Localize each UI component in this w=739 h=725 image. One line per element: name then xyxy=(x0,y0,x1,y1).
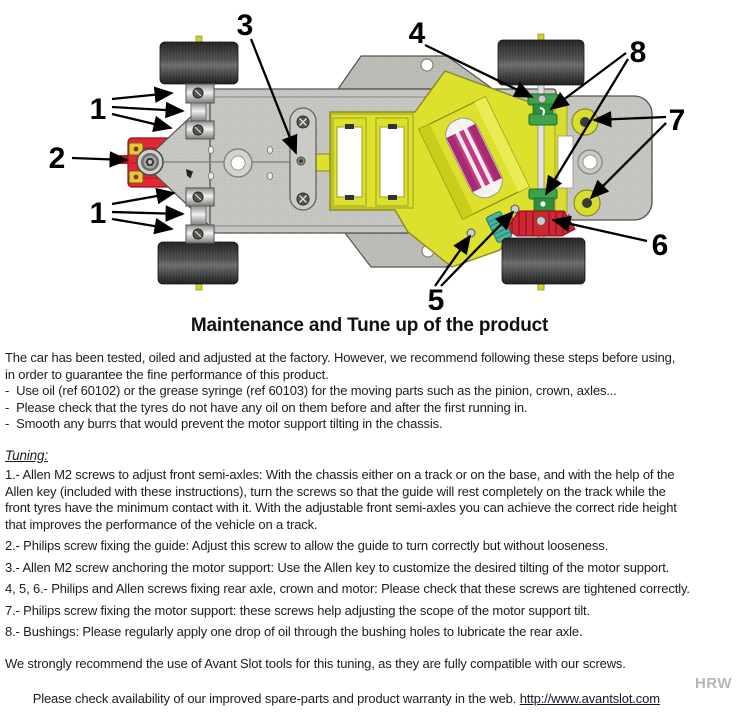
intro-bullet: - Smooth any burrs that would prevent the motor support tilting in the chassis. xyxy=(5,416,443,431)
callout-1-top: 1 xyxy=(89,93,107,126)
page-title: Maintenance and Tune up of the product xyxy=(190,315,549,336)
tuning-item-line: 2.- Philips screw fixing the guide: Adjust this screw to allow the guide to turn correctly but without looseness. xyxy=(5,538,609,553)
intro-line: in order to guarantee the fine performance of this product. xyxy=(5,366,329,382)
callout-7: 7 xyxy=(668,104,686,137)
chassis-diagram-container xyxy=(0,0,739,310)
callout-6: 6 xyxy=(651,229,669,262)
pod-slot-left xyxy=(337,127,362,197)
intro-line: The car has been tested, oiled and adjusted at the factory. However, we recommend following these steps before using, xyxy=(5,350,676,365)
tuning-item-line: 3.- Allen M2 screw anchoring the motor support: Use the Allen key to customize the desired tilting of the motor support. xyxy=(5,559,670,575)
tuning-item-line: Allen key (included with these instructions), turn the screws so that the guide will rest completely on the track while the xyxy=(5,483,666,499)
avantslot-link[interactable]: http://www.avantslot.com xyxy=(519,690,660,706)
front-wheel-bottom xyxy=(158,242,238,284)
guide-post xyxy=(137,149,163,175)
tuning-item-line: 7.- Philips screw fixing the motor support: these screws help adjusting the scope of the motor support tilt. xyxy=(5,602,590,618)
hrw-watermark: HRW xyxy=(694,675,732,692)
footer-line xyxy=(5,672,735,725)
footer-line: We strongly recommend the use of Avant Slot tools for this tuning, as they are fully compatible with our screws. xyxy=(5,655,626,671)
intro-paragraph xyxy=(5,350,735,433)
callout-8: 8 xyxy=(629,36,647,69)
tuning-item-line: that improves the performance of the vehicle on a track. xyxy=(5,516,318,532)
callout-5: 5 xyxy=(427,284,445,310)
tuning-item-line: 1.- Allen M2 screws to adjust front semi-axles: With the chassis either on a track or on the base, and with the help of the xyxy=(5,467,675,482)
document-body xyxy=(0,350,739,725)
callout-1-bottom: 1 xyxy=(89,197,107,230)
tuning-item-line: front tyres have the minimum contact with it. With the adjustable front semi-axles you can achieve the correct ride height xyxy=(5,500,677,515)
crown-screw xyxy=(537,217,546,226)
tuning-heading: Tuning: xyxy=(5,447,48,463)
intro-bullet: - Use oil (ref 60102) or the grease syringe (ref 60103) for the moving parts such as the pinion, crown, axles... xyxy=(5,383,617,398)
rear-wheel-bottom xyxy=(502,238,585,284)
tuning-item-line: 8.- Bushings: Please regularly apply one drop of oil through the bushing holes to lubricate the rear axle. xyxy=(5,624,583,639)
tuning-item-line: 4, 5, 6.- Philips and Allen screws fixing rear axle, crown and motor: Please check that these screws are tightened correctly. xyxy=(5,581,690,596)
motor-screw-left xyxy=(467,229,475,237)
rear-wheel-top xyxy=(498,40,584,85)
chassis-diagram xyxy=(0,0,739,310)
footer xyxy=(5,655,735,725)
tuning-item-4-5-6 xyxy=(5,581,735,598)
callout-2: 2 xyxy=(48,142,66,175)
rear-pod xyxy=(555,96,652,220)
callout-4: 4 xyxy=(408,17,426,50)
tuning-item-7 xyxy=(5,603,735,620)
tuning-item-8 xyxy=(5,624,735,641)
callout-3: 3 xyxy=(236,9,254,42)
footer-text: Please check availability of our improved spare-parts and product warranty in the web. xyxy=(32,690,520,706)
tuning-item-3 xyxy=(5,560,735,577)
tuning-item-1 xyxy=(5,467,735,533)
front-wheel-top xyxy=(160,42,238,84)
tuning-item-2 xyxy=(5,538,735,555)
pod-slot-right xyxy=(380,127,404,197)
intro-bullet: - Please check that the tyres do not have any oil on them before and after the first running in. xyxy=(5,399,528,415)
